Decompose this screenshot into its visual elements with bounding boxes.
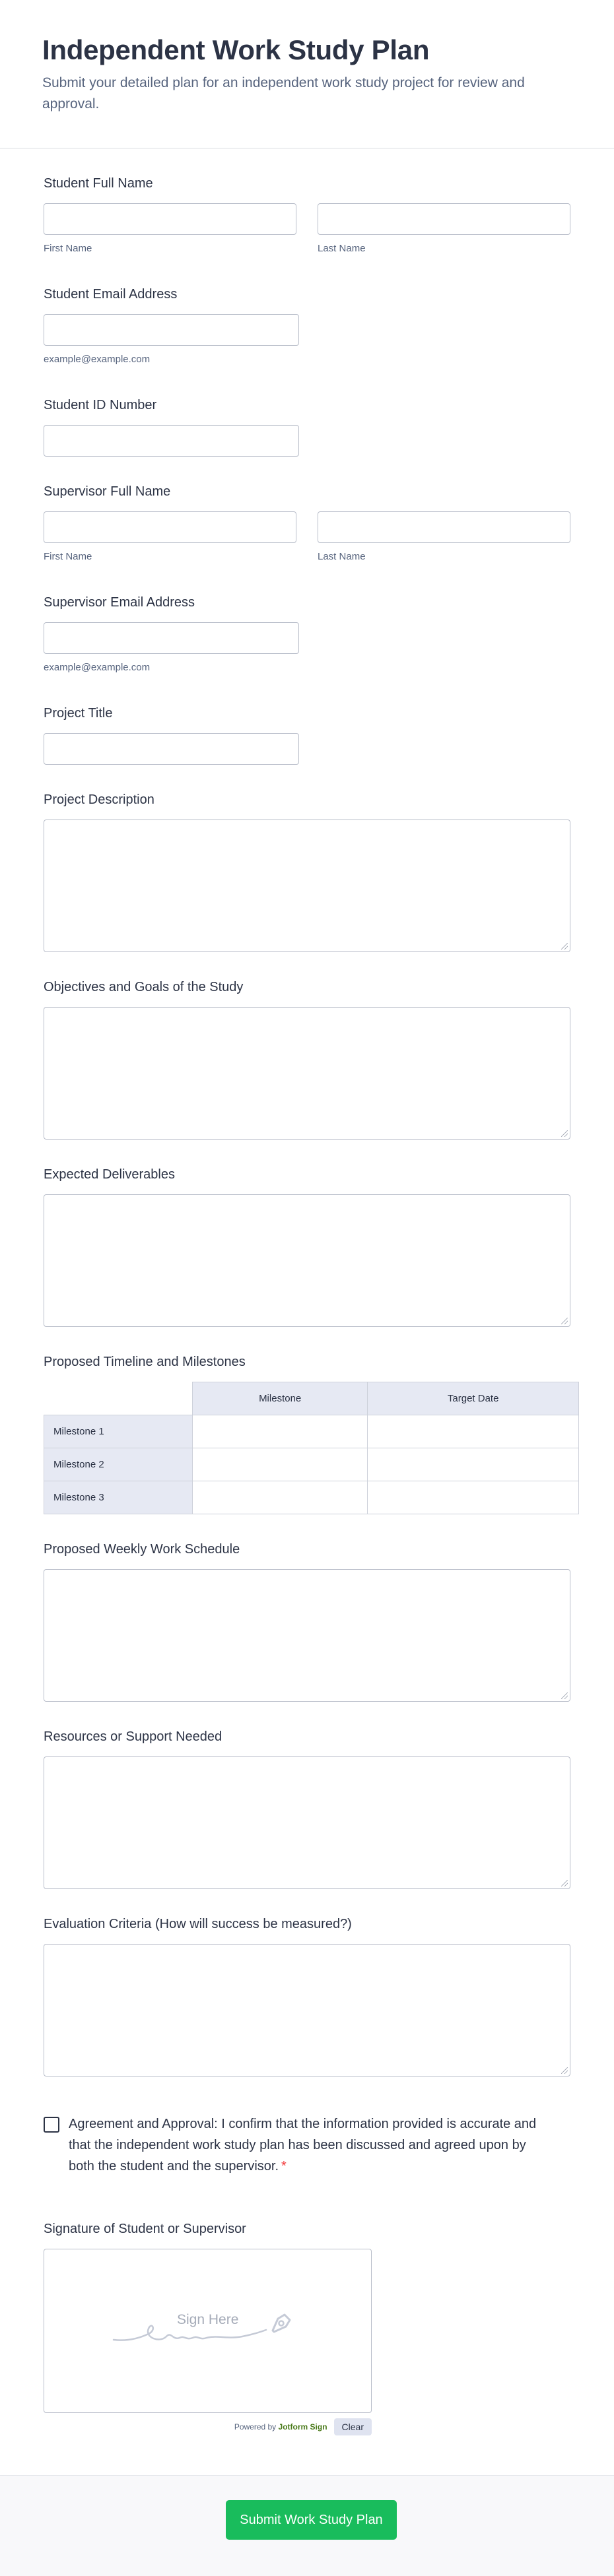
schedule-label: Proposed Weekly Work Schedule bbox=[44, 1542, 240, 1557]
objectives-label: Objectives and Goals of the Study bbox=[44, 980, 244, 994]
project-title-input[interactable] bbox=[44, 733, 299, 765]
schedule-textarea[interactable] bbox=[44, 1569, 570, 1702]
matrix-column-milestone: Milestone bbox=[193, 1382, 368, 1415]
matrix-cell-input[interactable] bbox=[193, 1415, 368, 1448]
form-header bbox=[0, 0, 614, 148]
agreement-checkbox[interactable] bbox=[44, 2117, 59, 2133]
timeline-matrix bbox=[44, 1382, 579, 1514]
supervisor-email-label: Supervisor Email Address bbox=[44, 595, 195, 610]
resize-grip-icon[interactable] bbox=[561, 1692, 568, 1699]
resize-grip-icon[interactable] bbox=[561, 943, 568, 950]
jotform-sign-brand: Jotform Sign bbox=[278, 2422, 327, 2431]
signature-pad[interactable] bbox=[44, 2249, 372, 2413]
matrix-cell-input[interactable] bbox=[368, 1481, 579, 1514]
student-email-input[interactable] bbox=[44, 314, 299, 346]
supervisor-email-question bbox=[37, 595, 577, 673]
student-first-name-sublabel: First Name bbox=[44, 243, 92, 254]
form-body bbox=[0, 176, 614, 2435]
resize-grip-icon[interactable] bbox=[561, 1880, 568, 1886]
matrix-row-label: Milestone 1 bbox=[44, 1415, 193, 1448]
student-email-question bbox=[37, 287, 577, 365]
form-subtitle: Submit your detailed plan for an independent work study project for review and approval. bbox=[42, 75, 525, 112]
matrix-row-label: Milestone 2 bbox=[44, 1448, 193, 1481]
resize-grip-icon[interactable] bbox=[561, 1130, 568, 1137]
student-id-label: Student ID Number bbox=[44, 398, 157, 412]
supervisor-name-label: Supervisor Full Name bbox=[44, 484, 171, 499]
evaluation-question bbox=[37, 1917, 577, 2077]
objectives-question bbox=[37, 980, 577, 1140]
evaluation-textarea[interactable] bbox=[44, 1944, 570, 2077]
form-footer bbox=[0, 2475, 614, 2576]
student-last-name-input[interactable] bbox=[318, 203, 570, 235]
supervisor-first-name-sublabel: First Name bbox=[44, 551, 92, 562]
student-name-label: Student Full Name bbox=[44, 176, 153, 191]
submit-button[interactable]: Submit Work Study Plan bbox=[226, 2500, 397, 2540]
timeline-question bbox=[37, 1355, 577, 1514]
supervisor-first-name-input[interactable] bbox=[44, 511, 296, 543]
supervisor-email-input[interactable] bbox=[44, 622, 299, 654]
matrix-cell-input[interactable] bbox=[368, 1415, 579, 1448]
student-id-input[interactable] bbox=[44, 425, 299, 457]
matrix-cell-input[interactable] bbox=[193, 1448, 368, 1481]
powered-by-prefix: Powered by bbox=[234, 2422, 277, 2431]
schedule-question bbox=[37, 1542, 577, 1702]
supervisor-name-question bbox=[37, 484, 577, 562]
project-description-question bbox=[37, 792, 577, 952]
agreement-question bbox=[37, 2113, 577, 2177]
project-title-question bbox=[37, 706, 577, 765]
signature-placeholder: Sign Here bbox=[177, 2312, 239, 2327]
clear-signature-button[interactable]: Clear bbox=[334, 2418, 372, 2435]
signature-label: Signature of Student or Supervisor bbox=[44, 2222, 246, 2236]
student-email-label: Student Email Address bbox=[44, 287, 178, 302]
table-row bbox=[44, 1415, 579, 1448]
objectives-textarea[interactable] bbox=[44, 1007, 570, 1140]
project-description-textarea[interactable] bbox=[44, 820, 570, 952]
deliverables-label: Expected Deliverables bbox=[44, 1167, 175, 1182]
matrix-cell-input[interactable] bbox=[193, 1481, 368, 1514]
evaluation-label: Evaluation Criteria (How will success be measured?) bbox=[44, 1917, 352, 1931]
required-asterisk: * bbox=[281, 2159, 287, 2174]
timeline-label: Proposed Timeline and Milestones bbox=[44, 1355, 246, 1369]
matrix-cell-input[interactable] bbox=[368, 1448, 579, 1481]
deliverables-question bbox=[37, 1167, 577, 1327]
resources-textarea[interactable] bbox=[44, 1756, 570, 1889]
student-first-name-input[interactable] bbox=[44, 203, 296, 235]
student-email-sublabel: example@example.com bbox=[44, 354, 151, 365]
resources-question bbox=[37, 1729, 577, 1889]
matrix-column-target-date: Target Date bbox=[368, 1382, 579, 1415]
table-row bbox=[44, 1448, 579, 1481]
deliverables-textarea[interactable] bbox=[44, 1194, 570, 1327]
project-description-label: Project Description bbox=[44, 792, 154, 807]
student-id-question bbox=[37, 398, 577, 457]
agreement-text bbox=[69, 2113, 551, 2177]
signature-question bbox=[37, 2222, 577, 2435]
supervisor-last-name-input[interactable] bbox=[318, 511, 570, 543]
matrix-row-label: Milestone 3 bbox=[44, 1481, 193, 1514]
resize-grip-icon[interactable] bbox=[561, 2067, 568, 2074]
resources-label: Resources or Support Needed bbox=[44, 1729, 222, 1744]
supervisor-email-sublabel: example@example.com bbox=[44, 662, 151, 673]
form-title: Independent Work Study Plan bbox=[42, 34, 430, 65]
agreement-label: Agreement and Approval: I confirm that the information provided is accurate and that the independent work study plan has been discussed and agreed upon by both the student and the supervisor. bbox=[69, 2117, 537, 2174]
table-row bbox=[44, 1481, 579, 1514]
matrix-corner bbox=[44, 1382, 193, 1415]
signature-footer bbox=[44, 2418, 372, 2435]
project-title-label: Project Title bbox=[44, 706, 113, 721]
pen-nib-icon bbox=[269, 2311, 295, 2334]
student-last-name-sublabel: Last Name bbox=[318, 243, 366, 254]
powered-by-text bbox=[234, 2422, 327, 2431]
student-name-question bbox=[37, 176, 577, 254]
resize-grip-icon[interactable] bbox=[561, 1318, 568, 1324]
supervisor-last-name-sublabel: Last Name bbox=[318, 551, 366, 562]
